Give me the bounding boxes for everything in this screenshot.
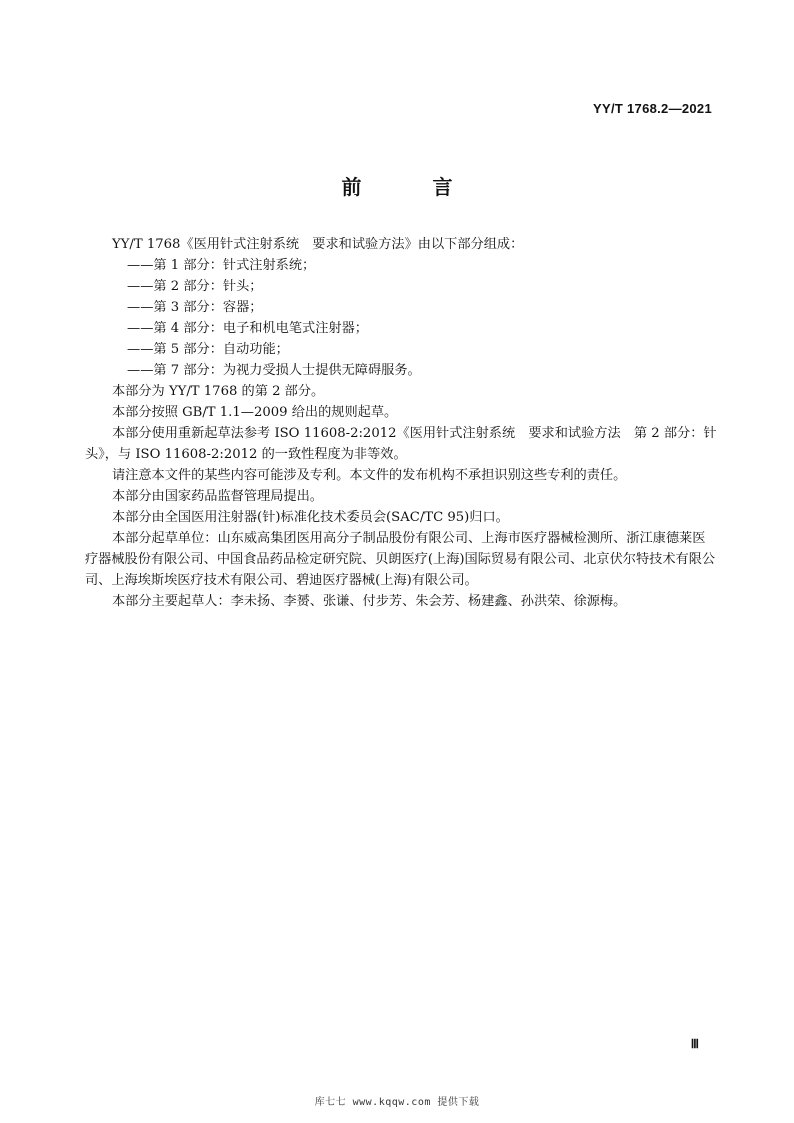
foreword-body	[85, 234, 717, 612]
proposed-by-paragraph: 本部分由国家药品监督管理局提出。	[112, 489, 323, 504]
part-list-item-4: ——第 4 部分：电子和机电笔式注射器；	[127, 321, 368, 336]
patent-paragraph: 请注意本文件的某些内容可能涉及专利。本文件的发布机构不承担识别这些专利的责任。	[112, 468, 627, 483]
centralized-by-paragraph: 本部分由全国医用注射器(针)标准化技术委员会(SAC/TC 95)归口。	[112, 510, 509, 525]
page-number: Ⅲ	[690, 1037, 699, 1051]
intro-paragraph: YY/T 1768《医用针式注射系统 要求和试验方法》由以下部分组成：	[112, 237, 524, 252]
part-list-item-2: ——第 2 部分：针头；	[127, 279, 263, 294]
download-watermark: 库七七 www.kqqw.com 提供下载	[314, 1097, 480, 1108]
drafting-units-paragraph: 本部分起草单位：山东威高集团医用高分子制品股份有限公司、上海市医疗器械检测所、浙江康德莱医疗器械股份有限公司、中国食品药品检定研究院、贝朗医疗(上海)国际贸易有限公司、北京伏尔特技术有限公司、上海埃斯埃医疗技术有限公司、碧迪医疗器械(上海)有限公司。	[85, 531, 716, 588]
part-list-item-1: ——第 1 部分：针式注射系统；	[127, 258, 316, 273]
drafters-paragraph: 本部分主要起草人：李未扬、李赟、张谦、付步芳、朱会芳、杨建鑫、孙洪荣、徐源梅。	[112, 594, 627, 609]
this-part-paragraph: 本部分为 YY/T 1768 的第 2 部分。	[112, 384, 325, 399]
page-title: 前 言	[341, 175, 485, 199]
part-list-item-7: ——第 7 部分：为视力受损人士提供无障碍服务。	[127, 363, 421, 378]
standard-code: YY/T 1768.2—2021	[593, 101, 712, 116]
part-list-item-5: ——第 5 部分：自动功能；	[127, 342, 289, 357]
part-list-item-3: ——第 3 部分：容器；	[127, 300, 263, 315]
drafting-rules-paragraph: 本部分按照 GB/T 1.1—2009 给出的规则起草。	[112, 405, 398, 420]
redraft-paragraph: 本部分使用重新起草法参考 ISO 11608-2:2012《医用针式注射系统 要求和试验方法 第 2 部分：针头》，与 ISO 11608-2:2012 的一致性程度为非等效。	[85, 426, 717, 462]
